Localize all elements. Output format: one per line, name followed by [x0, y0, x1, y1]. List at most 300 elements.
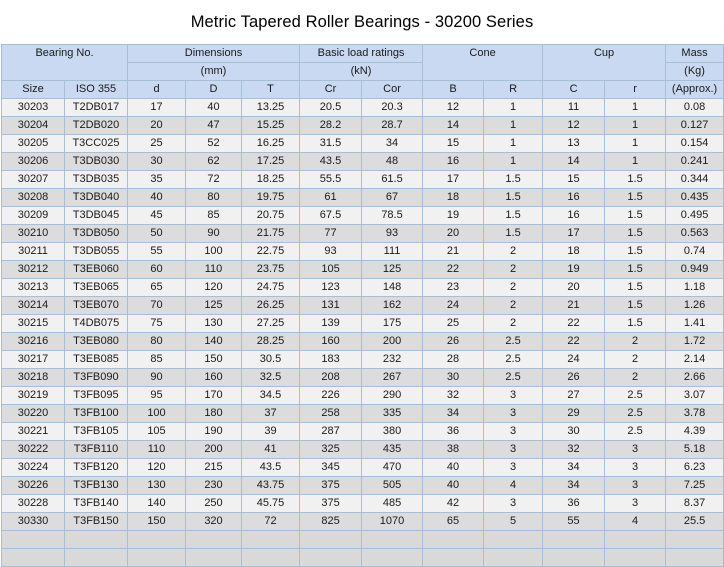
blank-cell: [65, 531, 128, 549]
table-row: [2, 423, 724, 441]
table-cell: 21: [543, 297, 605, 315]
blank-cell: [484, 531, 543, 549]
table-cell: 1: [605, 117, 666, 135]
table-cell: 43.5: [242, 459, 300, 477]
table-cell: 60: [128, 261, 186, 279]
table-cell: 20: [128, 117, 186, 135]
table-cell: T3DB045: [65, 207, 128, 225]
column-header: Cor: [362, 81, 423, 99]
table-cell: 470: [362, 459, 423, 477]
table-cell: 19.75: [242, 189, 300, 207]
table-row: [2, 369, 724, 387]
table-cell: 30216: [2, 333, 65, 351]
table-cell: 24.75: [242, 279, 300, 297]
table-cell: 24: [543, 351, 605, 369]
table-cell: 226: [300, 387, 362, 405]
table-cell: 335: [362, 405, 423, 423]
blank-cell: [300, 549, 362, 567]
table-cell: 180: [186, 405, 242, 423]
table-cell: 1.5: [605, 261, 666, 279]
table-row: [2, 171, 724, 189]
table-cell: 50: [128, 225, 186, 243]
table-cell: 85: [128, 351, 186, 369]
header-mass-unit: (Kg): [666, 63, 724, 81]
page-title: Metric Tapered Roller Bearings - 30200 Series: [190, 13, 534, 31]
table-cell: 162: [362, 297, 423, 315]
table-cell: 0.241: [666, 153, 724, 171]
table-cell: 93: [362, 225, 423, 243]
table-cell: 14: [423, 117, 484, 135]
table-cell: 21.75: [242, 225, 300, 243]
table-cell: T3EB065: [65, 279, 128, 297]
table-cell: 30204: [2, 117, 65, 135]
table-cell: 75: [128, 315, 186, 333]
table-cell: 183: [300, 351, 362, 369]
table-cell: 2: [484, 315, 543, 333]
column-header: r: [605, 81, 666, 99]
table-cell: 170: [186, 387, 242, 405]
table-cell: T3FB120: [65, 459, 128, 477]
blank-cell: [65, 549, 128, 567]
table-cell: 40: [423, 477, 484, 495]
table-cell: 15: [543, 171, 605, 189]
table-cell: 2: [605, 333, 666, 351]
table-cell: 13: [543, 135, 605, 153]
column-header: B: [423, 81, 484, 99]
table-cell: 30203: [2, 99, 65, 117]
table-cell: 30214: [2, 297, 65, 315]
table-cell: 32: [543, 441, 605, 459]
table-cell: 30222: [2, 441, 65, 459]
blank-cell: [543, 549, 605, 567]
blank-row: [2, 531, 724, 549]
table-cell: 6.23: [666, 459, 724, 477]
table-cell: 287: [300, 423, 362, 441]
table-cell: 100: [128, 405, 186, 423]
table-cell: 16.25: [242, 135, 300, 153]
table-cell: 30.5: [242, 351, 300, 369]
table-row: [2, 117, 724, 135]
table-row: [2, 351, 724, 369]
table-cell: 485: [362, 495, 423, 513]
table-cell: 1.18: [666, 279, 724, 297]
table-cell: 5: [484, 513, 543, 531]
table-cell: 3: [605, 495, 666, 513]
table-cell: 1: [484, 117, 543, 135]
table-cell: 30220: [2, 405, 65, 423]
table-cell: 30330: [2, 513, 65, 531]
table-cell: 26.25: [242, 297, 300, 315]
table-cell: 1070: [362, 513, 423, 531]
table-cell: 208: [300, 369, 362, 387]
table-cell: 3: [484, 405, 543, 423]
table-cell: 47: [186, 117, 242, 135]
table-cell: 125: [186, 297, 242, 315]
table-cell: 1.5: [605, 189, 666, 207]
column-header: C: [543, 81, 605, 99]
table-cell: 31.5: [300, 135, 362, 153]
table-cell: 1.5: [605, 297, 666, 315]
table-row: [2, 333, 724, 351]
table-cell: 7.25: [666, 477, 724, 495]
table-cell: 4: [484, 477, 543, 495]
table-cell: 375: [300, 477, 362, 495]
table-cell: 25: [128, 135, 186, 153]
table-row: [2, 477, 724, 495]
blank-cell: [242, 531, 300, 549]
table-cell: T3EB070: [65, 297, 128, 315]
table-cell: 34: [362, 135, 423, 153]
table-cell: 320: [186, 513, 242, 531]
table-row: [2, 495, 724, 513]
table-cell: 1.41: [666, 315, 724, 333]
table-cell: 16: [543, 207, 605, 225]
table-cell: T3DB040: [65, 189, 128, 207]
table-cell: 1.5: [484, 225, 543, 243]
column-header: (Approx.): [666, 81, 724, 99]
table-cell: 267: [362, 369, 423, 387]
table-cell: 41: [242, 441, 300, 459]
table-cell: 2.5: [605, 387, 666, 405]
table-cell: 22: [543, 333, 605, 351]
table-row: [2, 135, 724, 153]
table-cell: 1: [605, 135, 666, 153]
table-cell: 4: [605, 513, 666, 531]
table-cell: 36: [423, 423, 484, 441]
blank-cell: [543, 531, 605, 549]
table-cell: 2: [484, 261, 543, 279]
blank-cell: [484, 549, 543, 567]
table-cell: 80: [128, 333, 186, 351]
header-mass: Mass: [666, 45, 724, 63]
table-cell: 37: [242, 405, 300, 423]
table-cell: 505: [362, 477, 423, 495]
blank-cell: [242, 549, 300, 567]
table-cell: T3FB130: [65, 477, 128, 495]
table-cell: 22: [543, 315, 605, 333]
blank-row: [2, 549, 724, 567]
table-cell: 29: [543, 405, 605, 423]
table-cell: 67: [362, 189, 423, 207]
table-cell: 25: [423, 315, 484, 333]
table-cell: 30217: [2, 351, 65, 369]
table-cell: 20.5: [300, 99, 362, 117]
table-cell: 16: [543, 189, 605, 207]
table-cell: 45.75: [242, 495, 300, 513]
blank-cell: [666, 531, 724, 549]
table-cell: 55.5: [300, 171, 362, 189]
table-cell: 150: [186, 351, 242, 369]
blank-cell: [362, 549, 423, 567]
header-dimensions-unit: (mm): [128, 63, 300, 81]
table-cell: 1.26: [666, 297, 724, 315]
bearing-table: [1, 44, 724, 567]
table-cell: 20: [423, 225, 484, 243]
blank-cell: [186, 549, 242, 567]
header-bearing-no: Bearing No.: [2, 45, 128, 81]
table-cell: 2: [605, 351, 666, 369]
table-cell: 1: [484, 153, 543, 171]
table-cell: 16: [423, 153, 484, 171]
table-cell: 825: [300, 513, 362, 531]
column-header: ISO 355: [65, 81, 128, 99]
table-cell: 105: [128, 423, 186, 441]
table-cell: 258: [300, 405, 362, 423]
table-cell: 40: [423, 459, 484, 477]
table-cell: T3EB060: [65, 261, 128, 279]
table-cell: 23.75: [242, 261, 300, 279]
table-cell: T3DB030: [65, 153, 128, 171]
table-cell: 215: [186, 459, 242, 477]
table-cell: 130: [186, 315, 242, 333]
table-cell: 48: [362, 153, 423, 171]
table-row: [2, 387, 724, 405]
table-cell: 38: [423, 441, 484, 459]
table-cell: 30210: [2, 225, 65, 243]
table-cell: 61: [300, 189, 362, 207]
table-cell: 139: [300, 315, 362, 333]
table-cell: 120: [186, 279, 242, 297]
table-cell: 17: [423, 171, 484, 189]
table-cell: 131: [300, 297, 362, 315]
table-cell: 43.75: [242, 477, 300, 495]
blank-cell: [186, 531, 242, 549]
table-cell: 78.5: [362, 207, 423, 225]
table-row: [2, 315, 724, 333]
table-cell: 3: [484, 495, 543, 513]
table-cell: 55: [543, 513, 605, 531]
table-cell: 67.5: [300, 207, 362, 225]
table-cell: 2: [484, 243, 543, 261]
table-cell: 3.78: [666, 405, 724, 423]
table-cell: 17.25: [242, 153, 300, 171]
blank-cell: [666, 549, 724, 567]
table-cell: 61.5: [362, 171, 423, 189]
table-cell: 85: [186, 207, 242, 225]
table-cell: 34: [543, 477, 605, 495]
table-cell: 40: [186, 99, 242, 117]
table-cell: 52: [186, 135, 242, 153]
table-cell: 160: [186, 369, 242, 387]
table-cell: 12: [423, 99, 484, 117]
table-cell: 90: [186, 225, 242, 243]
table-row: [2, 189, 724, 207]
table-cell: 2: [484, 297, 543, 315]
table-row: [2, 441, 724, 459]
table-cell: T3FB150: [65, 513, 128, 531]
table-cell: 18: [423, 189, 484, 207]
blank-cell: [605, 549, 666, 567]
column-header: T: [242, 81, 300, 99]
table-cell: 62: [186, 153, 242, 171]
table-cell: 160: [300, 333, 362, 351]
table-cell: 3: [605, 459, 666, 477]
table-cell: 2.5: [605, 423, 666, 441]
blank-cell: [423, 549, 484, 567]
table-cell: 200: [186, 441, 242, 459]
table-body: [2, 99, 724, 567]
table-cell: 0.127: [666, 117, 724, 135]
column-header: d: [128, 81, 186, 99]
table-cell: 0.949: [666, 261, 724, 279]
table-cell: 30205: [2, 135, 65, 153]
table-cell: 111: [362, 243, 423, 261]
table-row: [2, 279, 724, 297]
table-cell: 14: [543, 153, 605, 171]
table-cell: 2.5: [484, 351, 543, 369]
table-cell: 0.435: [666, 189, 724, 207]
table-cell: 26: [543, 369, 605, 387]
table-cell: 30219: [2, 387, 65, 405]
table-cell: 123: [300, 279, 362, 297]
table-cell: 1.5: [605, 279, 666, 297]
table-cell: 30228: [2, 495, 65, 513]
table-cell: 35: [128, 171, 186, 189]
table-cell: 95: [128, 387, 186, 405]
blank-cell: [2, 531, 65, 549]
table-row: [2, 99, 724, 117]
table-cell: 93: [300, 243, 362, 261]
table-cell: 435: [362, 441, 423, 459]
table-cell: T3CC025: [65, 135, 128, 153]
table-cell: 232: [362, 351, 423, 369]
table-cell: 23: [423, 279, 484, 297]
column-header: R: [484, 81, 543, 99]
table-cell: 34: [423, 405, 484, 423]
table-cell: 17: [128, 99, 186, 117]
table-cell: 1.5: [484, 207, 543, 225]
table-cell: 345: [300, 459, 362, 477]
table-row: [2, 405, 724, 423]
table-cell: 1.5: [605, 207, 666, 225]
table-cell: 4.39: [666, 423, 724, 441]
table-cell: 11: [543, 99, 605, 117]
table-cell: 72: [242, 513, 300, 531]
table-cell: 17: [543, 225, 605, 243]
table-cell: T2DB020: [65, 117, 128, 135]
blank-cell: [128, 549, 186, 567]
table-row: [2, 225, 724, 243]
table-cell: 18.25: [242, 171, 300, 189]
table-cell: 120: [128, 459, 186, 477]
table-cell: 0.495: [666, 207, 724, 225]
table-cell: 325: [300, 441, 362, 459]
blank-cell: [300, 531, 362, 549]
table-cell: 34.5: [242, 387, 300, 405]
table-cell: 65: [423, 513, 484, 531]
table-cell: 375: [300, 495, 362, 513]
table-cell: 1.5: [605, 315, 666, 333]
table-row: [2, 153, 724, 171]
header-load-unit: (kN): [300, 63, 423, 81]
table-cell: T3EB080: [65, 333, 128, 351]
table-cell: 0.344: [666, 171, 724, 189]
table-row: [2, 459, 724, 477]
table-cell: 148: [362, 279, 423, 297]
table-cell: 2: [605, 369, 666, 387]
table-cell: 15.25: [242, 117, 300, 135]
table-cell: T3FB100: [65, 405, 128, 423]
table-cell: 200: [362, 333, 423, 351]
table-cell: 70: [128, 297, 186, 315]
table-cell: 3: [484, 459, 543, 477]
table-cell: 130: [128, 477, 186, 495]
table-cell: 1.72: [666, 333, 724, 351]
table-cell: 2.5: [605, 405, 666, 423]
table-cell: T3FB090: [65, 369, 128, 387]
table-cell: 3: [605, 477, 666, 495]
table-cell: 3: [484, 387, 543, 405]
table-cell: 19: [543, 261, 605, 279]
table-cell: 90: [128, 369, 186, 387]
table-cell: 3: [484, 441, 543, 459]
table-cell: 0.563: [666, 225, 724, 243]
table-cell: 45: [128, 207, 186, 225]
table-cell: T3FB095: [65, 387, 128, 405]
table-cell: 12: [543, 117, 605, 135]
table-cell: T3FB110: [65, 441, 128, 459]
table-cell: 30206: [2, 153, 65, 171]
table-cell: T3FB140: [65, 495, 128, 513]
table-cell: 1.5: [484, 171, 543, 189]
table-cell: 30211: [2, 243, 65, 261]
table-cell: 0.154: [666, 135, 724, 153]
table-cell: 125: [362, 261, 423, 279]
blank-cell: [605, 531, 666, 549]
table-cell: 0.08: [666, 99, 724, 117]
table-cell: 30: [128, 153, 186, 171]
table-cell: 27.25: [242, 315, 300, 333]
table-cell: 40: [128, 189, 186, 207]
column-header: Size: [2, 81, 65, 99]
table-cell: 72: [186, 171, 242, 189]
table-cell: 105: [300, 261, 362, 279]
table-cell: 2.5: [484, 369, 543, 387]
table-cell: 30215: [2, 315, 65, 333]
table-cell: 27: [543, 387, 605, 405]
table-cell: 30213: [2, 279, 65, 297]
table-cell: 3: [484, 423, 543, 441]
table-row: [2, 207, 724, 225]
table-cell: 32.5: [242, 369, 300, 387]
column-header: D: [186, 81, 242, 99]
table-cell: 290: [362, 387, 423, 405]
table-cell: 25.5: [666, 513, 724, 531]
table-row: [2, 243, 724, 261]
table-cell: T3DB035: [65, 171, 128, 189]
header-row-1: [2, 45, 724, 63]
table-cell: 34: [543, 459, 605, 477]
table-cell: 30218: [2, 369, 65, 387]
table-cell: 30209: [2, 207, 65, 225]
table-cell: 30: [543, 423, 605, 441]
table-cell: T3FB105: [65, 423, 128, 441]
table-cell: 21: [423, 243, 484, 261]
table-cell: 1.5: [605, 243, 666, 261]
table-cell: 1.5: [605, 225, 666, 243]
blank-cell: [423, 531, 484, 549]
table-cell: 2: [484, 279, 543, 297]
table-cell: 110: [128, 441, 186, 459]
table-cell: 1.5: [605, 171, 666, 189]
table-cell: T3DB050: [65, 225, 128, 243]
table-cell: 20.75: [242, 207, 300, 225]
table-cell: 230: [186, 477, 242, 495]
table-cell: 22.75: [242, 243, 300, 261]
table-cell: 3: [605, 441, 666, 459]
table-row: [2, 297, 724, 315]
blank-cell: [2, 549, 65, 567]
